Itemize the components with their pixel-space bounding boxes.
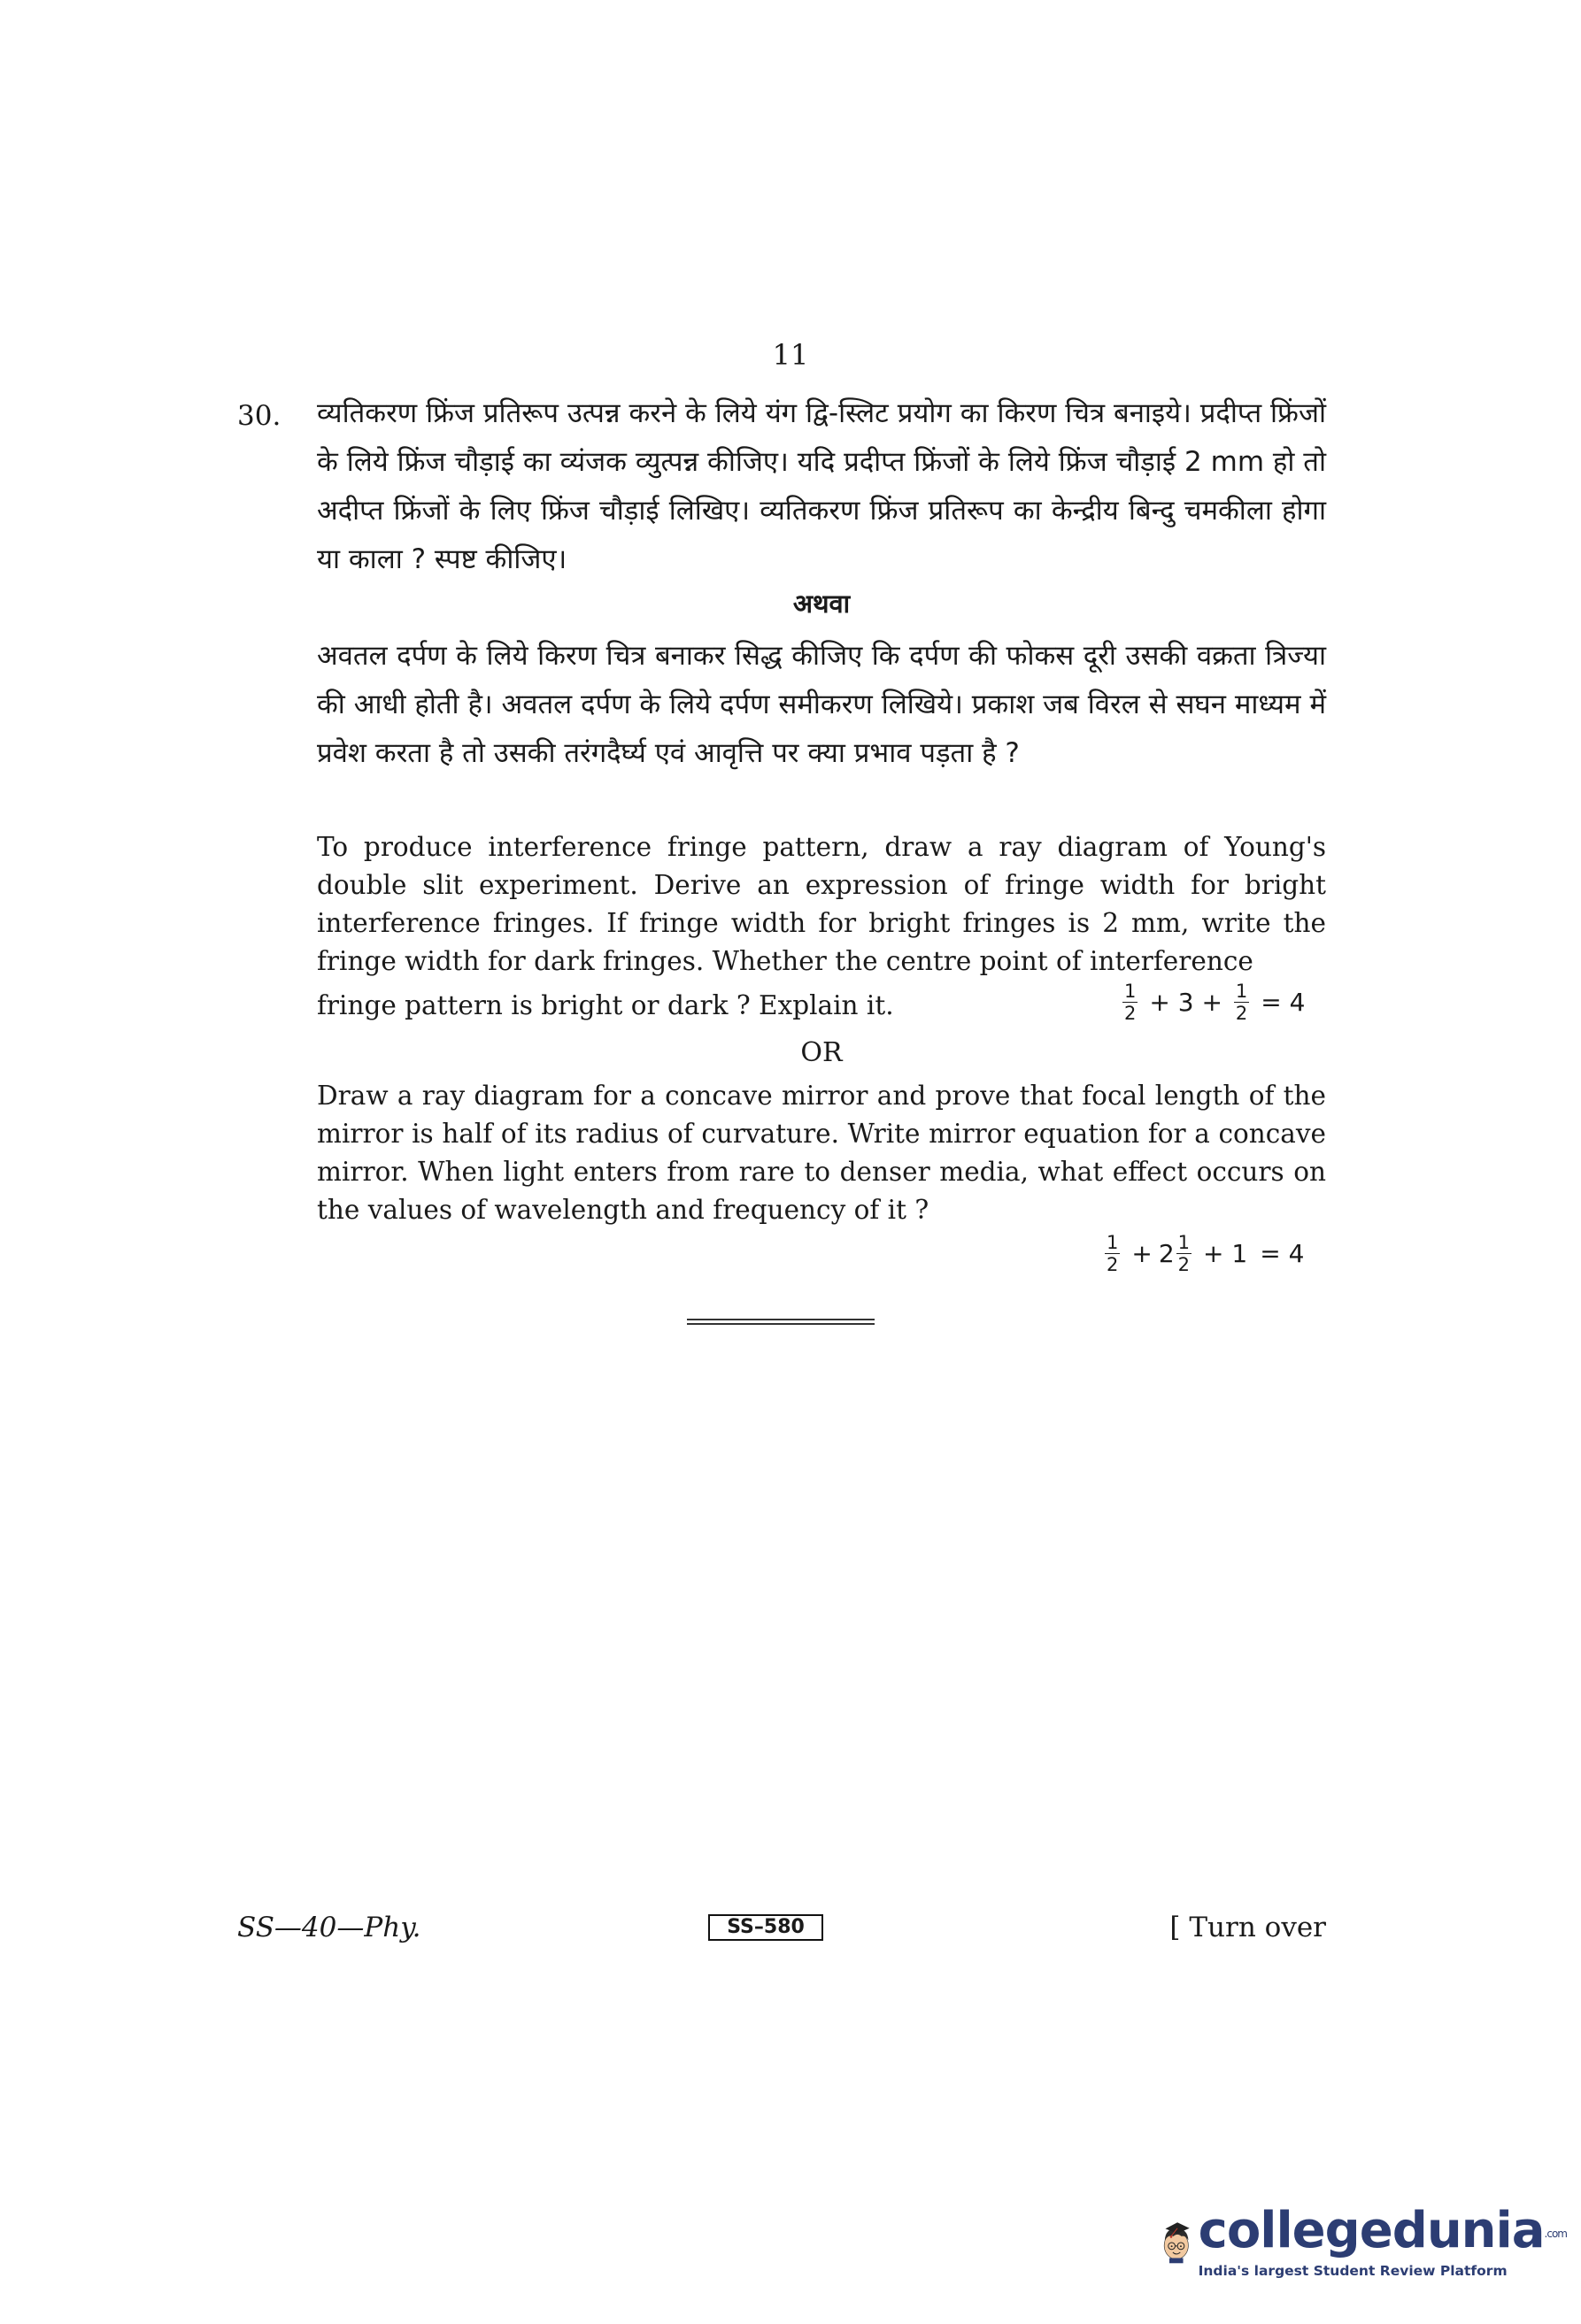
fraction-denominator: 2 bbox=[1124, 1003, 1137, 1024]
fraction-denominator: 2 bbox=[1107, 1254, 1119, 1275]
fraction-numerator: 1 bbox=[1177, 1232, 1191, 1253]
english-or-separator: OR bbox=[800, 1037, 843, 1068]
question-hindi-alternative-text: अवतल दर्पण के लिये किरण चित्र बनाकर सिद्ध कीजिए कि दर्पण की फोकस दूरी उसकी वक्रता त्रिज्या की आधी होती है। अवतल दर्पण के लिये दर्पण समीकरण लिखिये। प्रकाश जब विरल से सघन माध्यम में प्रवेश करता है तो उसकी तरंगदैर्घ्य एवं आवृत्ति पर क्या प्रभाव पड़ता है ? bbox=[317, 640, 1326, 769]
logo-tagline: India's largest Student Review Platform bbox=[1198, 2263, 1508, 2280]
logo-name: collegedunia bbox=[1198, 2201, 1545, 2259]
logo-domain: .com bbox=[1544, 2227, 1567, 2240]
mixed-fraction-whole: 2 bbox=[1158, 1239, 1175, 1268]
marks-operator: + 3 + bbox=[1149, 988, 1222, 1017]
fraction-denominator: 2 bbox=[1177, 1254, 1191, 1275]
marks-operator: + 1 bbox=[1203, 1239, 1248, 1268]
page-number: 11 bbox=[772, 338, 809, 372]
footer-series-code: SS–580 bbox=[708, 1914, 823, 1941]
question-english-text-last-line: fringe pattern is bright or dark ? Explain it. bbox=[317, 990, 894, 1020]
fraction-numerator: 1 bbox=[1235, 981, 1248, 1002]
footer-turn-over: [ Turn over bbox=[1169, 1912, 1326, 1943]
fraction-numerator: 1 bbox=[1124, 981, 1137, 1002]
fraction-denominator: 2 bbox=[1235, 1003, 1248, 1024]
question-number: 30. bbox=[237, 400, 281, 432]
fraction-half bbox=[1105, 1232, 1120, 1275]
collegedunia-logo bbox=[1160, 2175, 1567, 2308]
fraction-half bbox=[1122, 981, 1138, 1024]
question-english-alternative-text: Draw a ray diagram for a concave mirror and prove that focal length of the mirror is half of its radius of curvature. Write mirror equation for a concave mirror. When light enters from rare to denser media, what effect occurs on the values of wavelength and frequency of it ? bbox=[317, 1081, 1326, 1225]
hindi-or-separator: अथवा bbox=[792, 589, 851, 619]
question-english-text: To produce interference fringe pattern, draw a ray diagram of Young's double slit experiment. Derive an expression of fringe width for bright interference fringes. If fringe width for bright fringes is 2 mm, write the fringe width for dark fringes. Whether the centre point of interference bbox=[317, 832, 1326, 976]
marks-distribution-alternative bbox=[1099, 1232, 1310, 1275]
fraction-half bbox=[1176, 1232, 1192, 1275]
marks-total: = 4 bbox=[1260, 1239, 1305, 1268]
footer-paper-code: SS—40—Phy. bbox=[237, 1912, 421, 1943]
marks-distribution-main bbox=[1117, 981, 1311, 1024]
logo-text bbox=[1198, 2201, 1567, 2280]
marks-operator: + bbox=[1131, 1239, 1153, 1268]
marks-total: = 4 bbox=[1261, 988, 1306, 1017]
student-mascot-icon bbox=[1160, 2175, 1192, 2308]
mixed-fraction bbox=[1159, 1232, 1197, 1275]
end-of-questions-rule bbox=[687, 1319, 875, 1325]
fraction-half bbox=[1234, 981, 1249, 1024]
fraction-numerator: 1 bbox=[1107, 1232, 1119, 1253]
question-hindi-text: व्यतिकरण फ्रिंज प्रतिरूप उत्पन्न करने के लिये यंग द्वि-स्लिट प्रयोग का किरण चित्र बनाइये। प्रदीप्त फ्रिंजों के लिये फ्रिंज चौड़ाई का व्यंजक व्युत्पन्न कीजिए। यदि प्रदीप्त फ्रिंजों के लिये फ्रिंज चौड़ाई 2 mm हो तो अदीप्त फ्रिंजों के लिए फ्रिंज चौड़ाई लिखिए। व्यतिकरण फ्रिंज प्रतिरूप का केन्द्रीय बिन्दु चमकीला होगा या काला ? स्पष्ट कीजिए। bbox=[317, 397, 1326, 575]
